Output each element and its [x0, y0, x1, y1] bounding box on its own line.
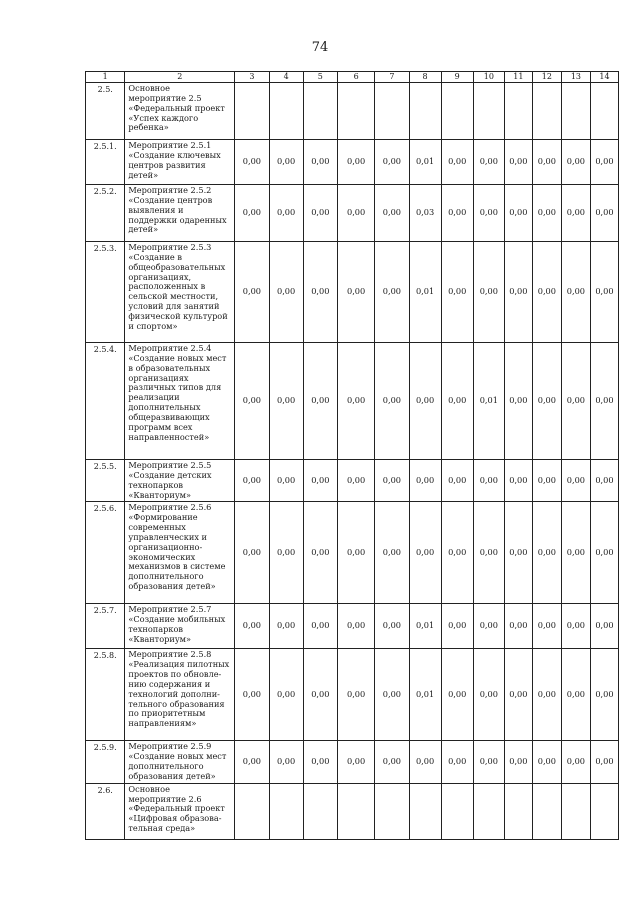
value-cell: 0,00 — [235, 649, 269, 741]
value-cell: 0,01 — [473, 343, 504, 460]
value-cell — [561, 783, 590, 839]
value-cell: 0,00 — [303, 502, 337, 604]
row-number: 2.5.2. — [86, 185, 125, 242]
value-cell: 0,00 — [504, 460, 532, 502]
column-header: 13 — [561, 72, 590, 83]
value-cell: 0,00 — [235, 343, 269, 460]
value-cell: 0,00 — [375, 741, 409, 783]
table-row — [86, 185, 619, 242]
column-header: 10 — [473, 72, 504, 83]
table-row — [86, 649, 619, 741]
value-cell: 0,00 — [337, 604, 374, 649]
row-number: 2.5.1. — [86, 140, 125, 185]
value-cell: 0,00 — [504, 741, 532, 783]
value-cell: 0,00 — [561, 185, 590, 242]
value-cell: 0,00 — [473, 649, 504, 741]
value-cell: 0,00 — [441, 741, 473, 783]
value-cell: 0,00 — [303, 185, 337, 242]
value-cell: 0,00 — [441, 649, 473, 741]
value-cell — [441, 83, 473, 140]
value-cell: 0,00 — [473, 242, 504, 343]
column-header: 7 — [375, 72, 409, 83]
column-header: 14 — [590, 72, 618, 83]
value-cell: 0,00 — [303, 649, 337, 741]
row-description: Мероприятие 2.5.7 «Создание мобильных технопарков «Кванториум» — [125, 604, 235, 649]
value-cell — [269, 83, 303, 140]
row-description: Мероприятие 2.5.3 «Создание в общеобразовательных организациях, расположенных в сельской местности, условий для занятий физической культурой и спортом» — [125, 242, 235, 343]
value-cell: 0,00 — [561, 502, 590, 604]
value-cell: 0,00 — [561, 343, 590, 460]
value-cell: 0,00 — [473, 502, 504, 604]
value-cell: 0,00 — [337, 185, 374, 242]
row-description: Мероприятие 2.5.8 «Реализация пилотных проектов по обновле- нию содержания и технологий дополни- тельного образования по приоритетным направлениям» — [125, 649, 235, 741]
value-cell — [303, 83, 337, 140]
column-header: 9 — [441, 72, 473, 83]
value-cell: 0,00 — [504, 604, 532, 649]
row-number: 2.5.7. — [86, 604, 125, 649]
column-header: 6 — [337, 72, 374, 83]
value-cell: 0,00 — [532, 185, 561, 242]
value-cell — [235, 783, 269, 839]
value-cell — [590, 783, 618, 839]
row-description: Мероприятие 2.5.9 «Создание новых мест дополнительного образования детей» — [125, 741, 235, 783]
row-number: 2.5.4. — [86, 343, 125, 460]
row-number: 2.5. — [86, 83, 125, 140]
value-cell: 0,00 — [337, 140, 374, 185]
value-cell: 0,00 — [441, 343, 473, 460]
value-cell: 0,00 — [375, 604, 409, 649]
table-row — [86, 741, 619, 783]
column-header: 2 — [125, 72, 235, 83]
value-cell: 0,00 — [504, 185, 532, 242]
value-cell: 0,00 — [235, 460, 269, 502]
value-cell: 0,00 — [375, 649, 409, 741]
value-cell: 0,00 — [375, 343, 409, 460]
value-cell: 0,00 — [269, 502, 303, 604]
value-cell: 0,00 — [375, 242, 409, 343]
value-cell: 0,00 — [303, 140, 337, 185]
table-row — [86, 502, 619, 604]
row-description: Мероприятие 2.5.6 «Формирование современных управленческих и организационно- экономических механизмов в системе дополнительного образования детей» — [125, 502, 235, 604]
row-description: Основное мероприятие 2.6 «Федеральный проект «Цифровая образова- тельная среда» — [125, 783, 235, 839]
value-cell — [532, 83, 561, 140]
row-number: 2.5.5. — [86, 460, 125, 502]
row-description: Мероприятие 2.5.5 «Создание детских технопарков «Кванториум» — [125, 460, 235, 502]
value-cell — [409, 783, 441, 839]
value-cell: 0,00 — [561, 460, 590, 502]
value-cell — [235, 83, 269, 140]
value-cell: 0,00 — [590, 460, 618, 502]
row-description: Мероприятие 2.5.2 «Создание центров выявления и поддержки одаренных детей» — [125, 185, 235, 242]
value-cell — [473, 783, 504, 839]
value-cell: 0,00 — [303, 242, 337, 343]
row-description: Мероприятие 2.5.1 «Создание ключевых центров развития детей» — [125, 140, 235, 185]
value-cell: 0,00 — [269, 242, 303, 343]
table-row — [86, 242, 619, 343]
value-cell: 0,00 — [590, 604, 618, 649]
value-cell: 0,00 — [473, 140, 504, 185]
value-cell: 0,00 — [235, 242, 269, 343]
value-cell: 0,00 — [473, 185, 504, 242]
value-cell: 0,00 — [269, 140, 303, 185]
value-cell: 0,00 — [409, 741, 441, 783]
table-row — [86, 604, 619, 649]
value-cell: 0,00 — [561, 741, 590, 783]
value-cell: 0,00 — [473, 604, 504, 649]
value-cell: 0,00 — [532, 604, 561, 649]
value-cell: 0,00 — [337, 502, 374, 604]
value-cell — [561, 83, 590, 140]
value-cell: 0,00 — [269, 460, 303, 502]
value-cell: 0,00 — [441, 140, 473, 185]
value-cell: 0,00 — [409, 460, 441, 502]
budget-table — [85, 71, 619, 840]
value-cell: 0,00 — [590, 343, 618, 460]
value-cell — [504, 83, 532, 140]
table-row — [86, 140, 619, 185]
value-cell: 0,00 — [532, 460, 561, 502]
value-cell: 0,00 — [375, 140, 409, 185]
value-cell: 0,00 — [441, 242, 473, 343]
value-cell: 0,03 — [409, 185, 441, 242]
value-cell: 0,00 — [473, 460, 504, 502]
table-row — [86, 83, 619, 140]
value-cell: 0,00 — [441, 460, 473, 502]
value-cell: 0,00 — [504, 140, 532, 185]
value-cell: 0,00 — [473, 741, 504, 783]
page-number: 74 — [311, 40, 329, 55]
table-row — [86, 460, 619, 502]
value-cell — [337, 83, 374, 140]
column-header: 1 — [86, 72, 125, 83]
value-cell: 0,00 — [235, 502, 269, 604]
value-cell: 0,00 — [303, 343, 337, 460]
row-number: 2.5.6. — [86, 502, 125, 604]
row-description: Основное мероприятие 2.5 «Федеральный проект «Успех каждого ребенка» — [125, 83, 235, 140]
value-cell: 0,00 — [590, 140, 618, 185]
value-cell: 0,00 — [375, 502, 409, 604]
value-cell: 0,00 — [561, 649, 590, 741]
value-cell: 0,00 — [409, 343, 441, 460]
value-cell — [269, 783, 303, 839]
value-cell — [473, 83, 504, 140]
value-cell: 0,00 — [269, 741, 303, 783]
value-cell: 0,00 — [590, 242, 618, 343]
value-cell: 0,00 — [303, 604, 337, 649]
value-cell: 0,00 — [590, 741, 618, 783]
table-row — [86, 783, 619, 839]
value-cell: 0,00 — [561, 242, 590, 343]
value-cell: 0,00 — [337, 649, 374, 741]
value-cell: 0,00 — [532, 242, 561, 343]
value-cell: 0,00 — [441, 185, 473, 242]
value-cell — [337, 783, 374, 839]
value-cell: 0,00 — [532, 140, 561, 185]
row-number: 2.5.3. — [86, 242, 125, 343]
column-header: 5 — [303, 72, 337, 83]
value-cell: 0,00 — [375, 185, 409, 242]
value-cell — [590, 83, 618, 140]
value-cell: 0,00 — [269, 649, 303, 741]
value-cell — [303, 783, 337, 839]
value-cell: 0,00 — [303, 460, 337, 502]
value-cell: 0,00 — [337, 460, 374, 502]
value-cell: 0,00 — [532, 343, 561, 460]
value-cell: 0,00 — [561, 604, 590, 649]
row-description: Мероприятие 2.5.4 «Создание новых мест в образовательных организациях различных типов для реализации дополнительных общеразвивающих программ всех направленностей» — [125, 343, 235, 460]
value-cell: 0,01 — [409, 140, 441, 185]
value-cell: 0,00 — [504, 649, 532, 741]
value-cell: 0,00 — [532, 502, 561, 604]
column-header: 11 — [504, 72, 532, 83]
value-cell — [441, 783, 473, 839]
value-cell: 0,00 — [269, 185, 303, 242]
value-cell: 0,00 — [441, 604, 473, 649]
value-cell: 0,00 — [504, 242, 532, 343]
value-cell: 0,00 — [235, 185, 269, 242]
value-cell: 0,00 — [590, 502, 618, 604]
value-cell: 0,00 — [532, 649, 561, 741]
value-cell: 0,00 — [235, 140, 269, 185]
value-cell: 0,00 — [441, 502, 473, 604]
row-number: 2.5.8. — [86, 649, 125, 741]
value-cell — [375, 783, 409, 839]
value-cell: 0,00 — [337, 741, 374, 783]
column-header: 8 — [409, 72, 441, 83]
column-header: 3 — [235, 72, 269, 83]
value-cell: 0,00 — [269, 343, 303, 460]
column-header: 4 — [269, 72, 303, 83]
value-cell: 0,00 — [337, 242, 374, 343]
value-cell: 0,00 — [590, 649, 618, 741]
value-cell — [532, 783, 561, 839]
table-header-row — [86, 72, 619, 83]
value-cell: 0,00 — [337, 343, 374, 460]
value-cell: 0,00 — [504, 343, 532, 460]
value-cell — [375, 83, 409, 140]
table-row — [86, 343, 619, 460]
row-number: 2.6. — [86, 783, 125, 839]
value-cell: 0,01 — [409, 649, 441, 741]
value-cell: 0,00 — [269, 604, 303, 649]
value-cell: 0,00 — [409, 502, 441, 604]
value-cell — [409, 83, 441, 140]
value-cell: 0,01 — [409, 242, 441, 343]
value-cell: 0,01 — [409, 604, 441, 649]
value-cell: 0,00 — [504, 502, 532, 604]
value-cell: 0,00 — [235, 604, 269, 649]
value-cell: 0,00 — [303, 741, 337, 783]
value-cell: 0,00 — [532, 741, 561, 783]
value-cell: 0,00 — [375, 460, 409, 502]
value-cell: 0,00 — [590, 185, 618, 242]
column-header: 12 — [532, 72, 561, 83]
value-cell — [504, 783, 532, 839]
row-number: 2.5.9. — [86, 741, 125, 783]
value-cell: 0,00 — [561, 140, 590, 185]
value-cell: 0,00 — [235, 741, 269, 783]
